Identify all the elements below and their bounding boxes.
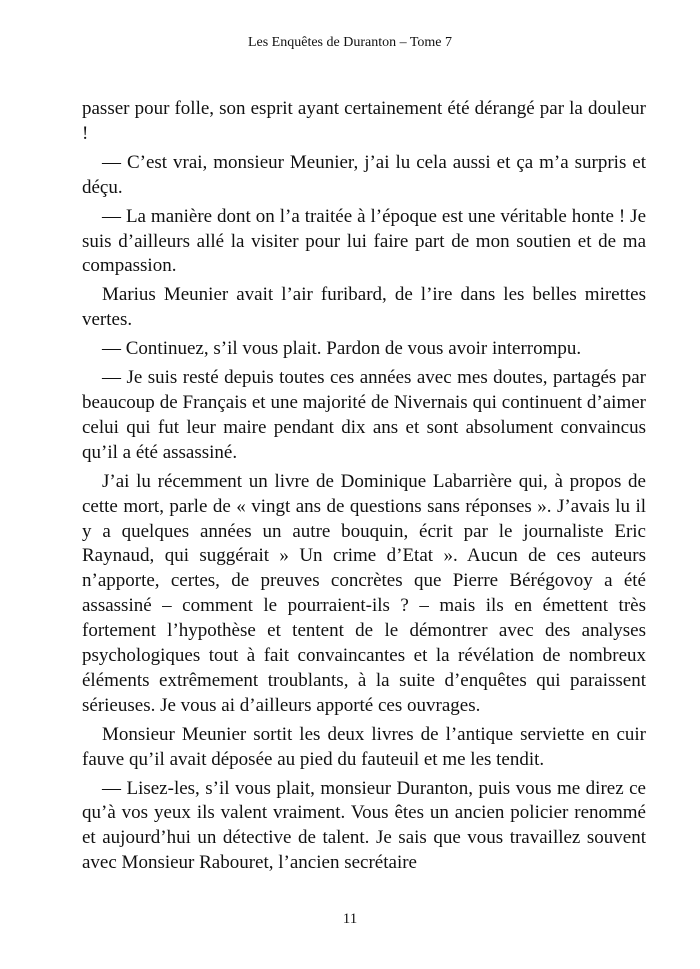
page-number: 11 — [342, 911, 358, 927]
paragraph: — C’est vrai, monsieur Meunier, j’ai lu cela aussi et ça m’a surpris et déçu. — [82, 151, 646, 198]
paragraph: — Je suis resté depuis toutes ces années avec mes doutes, partagés par beaucoup de Français et une majorité de Nivernais qui continuent d’aimer celui qui fut leur maire pendant dix ans et sont absolument convaincus qu’il a été assassiné. — [82, 367, 646, 463]
paragraph: — Lisez-les, s’il vous plait, monsieur Duranton, puis vous me direz ce qu’à vos yeux ils valent vraiment. Vous êtes un ancien policier renommé et aujourd’hui un détective de talent. Je sais que vous travaillez souvent avec Monsieur Rabouret, l’ancien secrétaire — [82, 777, 646, 874]
running-header: Les Enquêtes de Duranton – Tome 7 — [247, 35, 453, 50]
paragraph: passer pour folle, son esprit ayant certainement été dérangé par la douleur ! — [82, 98, 646, 144]
body-text — [82, 97, 646, 880]
paragraph: Marius Meunier avait l’air furibard, de l’ire dans les belles mirettes vertes. — [82, 284, 646, 331]
paragraph: — La manière dont on l’a traitée à l’époque est une véritable honte ! Je suis d’ailleurs allé la visiter pour lui faire part de mon soutien et de ma compassion. — [82, 205, 646, 277]
paragraph: J’ai lu récemment un livre de Dominique Labarrière qui, à propos de cette mort, parle de « vingt ans de questions sans réponses ». J’avais lu il y a quelques années un autre bouquin, écrit par le journaliste Eric Raynaud, qui suggérait » Un crime d’Etat ». Aucun de ces auteurs n’apporte, certes, de preuves concrètes que Pierre Bérégovoy a été assassiné – comment le pourraient-ils ? – mais ils en émettent très fortement l’hypothèse et tentent de le démontrer avec des analyses psychologiques tout à fait convaincantes et la révélation de nombreux éléments extrêmement troublants, à la suite d’enquêtes qui paraissent sérieuses. Je vous ai d’ailleurs apporté ces ouvrages. — [82, 470, 646, 716]
paragraph: — Continuez, s’il vous plait. Pardon de vous avoir interrompu. — [102, 338, 582, 360]
paragraph: Monsieur Meunier sortit les deux livres de l’antique serviette en cuir fauve qu’il avait déposée au pied du fauteuil et me les tendit. — [82, 723, 646, 770]
